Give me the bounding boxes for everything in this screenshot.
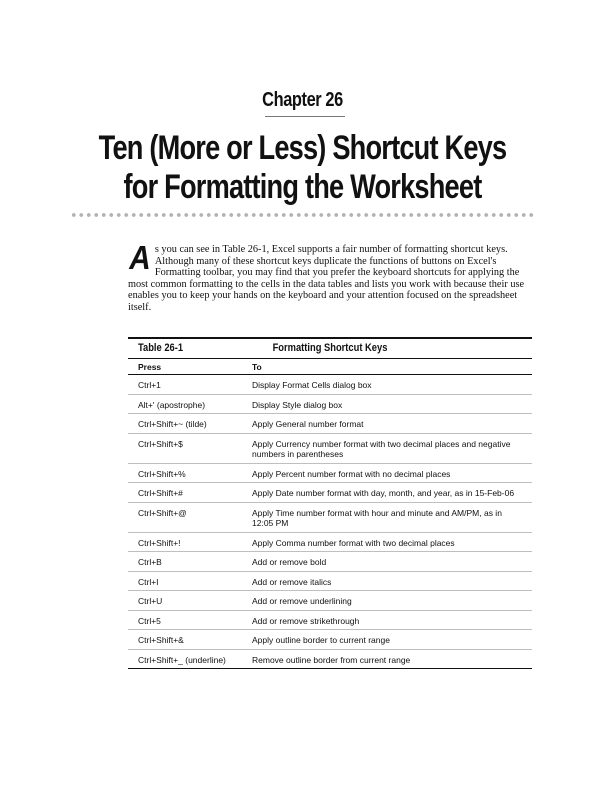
chapter-title-line-1: Ten (More or Less) Shortcut Keys [98,129,507,167]
chapter-rule [265,116,345,117]
table-caption [128,337,532,359]
shortcut-key: Ctrl+Shift+% [138,468,186,479]
shortcut-key: Ctrl+Shift+@ [138,507,187,518]
dotted-divider [70,212,535,218]
shortcut-key: Ctrl+Shift+~ (tilde) [138,419,207,429]
shortcut-action: Add or remove bold [252,557,327,567]
table-column-headers [128,359,532,375]
table-row [128,533,532,553]
shortcut-key: Ctrl+I [138,576,159,587]
shortcut-action: Display Format Cells dialog box [252,380,372,390]
shortcut-action: Apply Comma number format with two decimal places [252,537,455,548]
shortcut-action: Add or remove underlining [252,596,352,606]
shortcut-key: Ctrl+Shift+# [138,488,183,498]
shortcut-action: Display Style dialog box [252,399,343,410]
table-row [128,572,532,592]
shortcut-key: Alt+' (apostrophe) [138,399,206,410]
shortcut-table [128,337,532,669]
shortcut-action: Apply Time number format with hour and minute and AM/PM, as in 12:05 PM [252,507,502,528]
chapter-title [0,129,605,207]
shortcut-key: Ctrl+Shift+& [138,635,184,645]
table-row [128,395,532,415]
table-row [128,591,532,611]
table-row [128,552,532,572]
table-body [128,375,532,669]
table-number: Table 26-1 [138,342,184,354]
drop-cap: A [129,239,151,276]
intro-paragraph [128,239,530,314]
shortcut-key: Ctrl+Shift+_ (underline) [138,654,226,665]
shortcut-key: Ctrl+Shift+$ [138,438,183,449]
table-row [128,611,532,631]
shortcut-key: Ctrl+U [138,596,163,606]
shortcut-action: Apply Percent number format with no decimal places [252,468,451,479]
chapter-label: Chapter 26 [262,89,343,111]
shortcut-action: Remove outline border from current range [252,654,411,665]
column-header-press: Press [138,362,162,372]
shortcut-action: Add or remove strikethrough [252,615,360,626]
table-row [128,630,532,650]
intro-text: s you can see in Table 26-1, Excel supports a fair number of formatting shortcut keys. Although many of these shortcut keys duplicate the functions of buttons on Excel's Formatting toolbar, you may find that you prefer the keyboard shortcuts for applying the most common formatting to the cells in the data tables and lists you work with because their use enables you to keep your hands on the keyboard and your attention focused on the spreadsheet itself. [128,244,525,313]
chapter-title-line-2: for Formatting the Worksheet [123,168,482,206]
table-row [128,503,532,533]
shortcut-key: Ctrl+Shift+! [138,537,181,548]
table-row [128,483,532,503]
shortcut-key: Ctrl+5 [138,615,161,626]
shortcut-action: Add or remove italics [252,576,332,587]
column-header-to: To [252,362,262,372]
table-row [128,434,532,464]
shortcut-action: Apply outline border to current range [252,635,390,645]
shortcut-action: Apply Currency number format with two decimal places and negative numbers in parentheses [252,438,511,459]
shortcut-key: Ctrl+1 [138,380,161,390]
shortcut-key: Ctrl+B [138,557,162,567]
table-row [128,414,532,434]
shortcut-action: Apply General number format [252,419,364,429]
table-title: Formatting Shortcut Keys [272,342,388,354]
table-row [128,464,532,484]
table-row [128,375,532,395]
table-row [128,650,532,670]
shortcut-action: Apply Date number format with day, month, and year, as in 15-Feb-06 [252,488,515,498]
